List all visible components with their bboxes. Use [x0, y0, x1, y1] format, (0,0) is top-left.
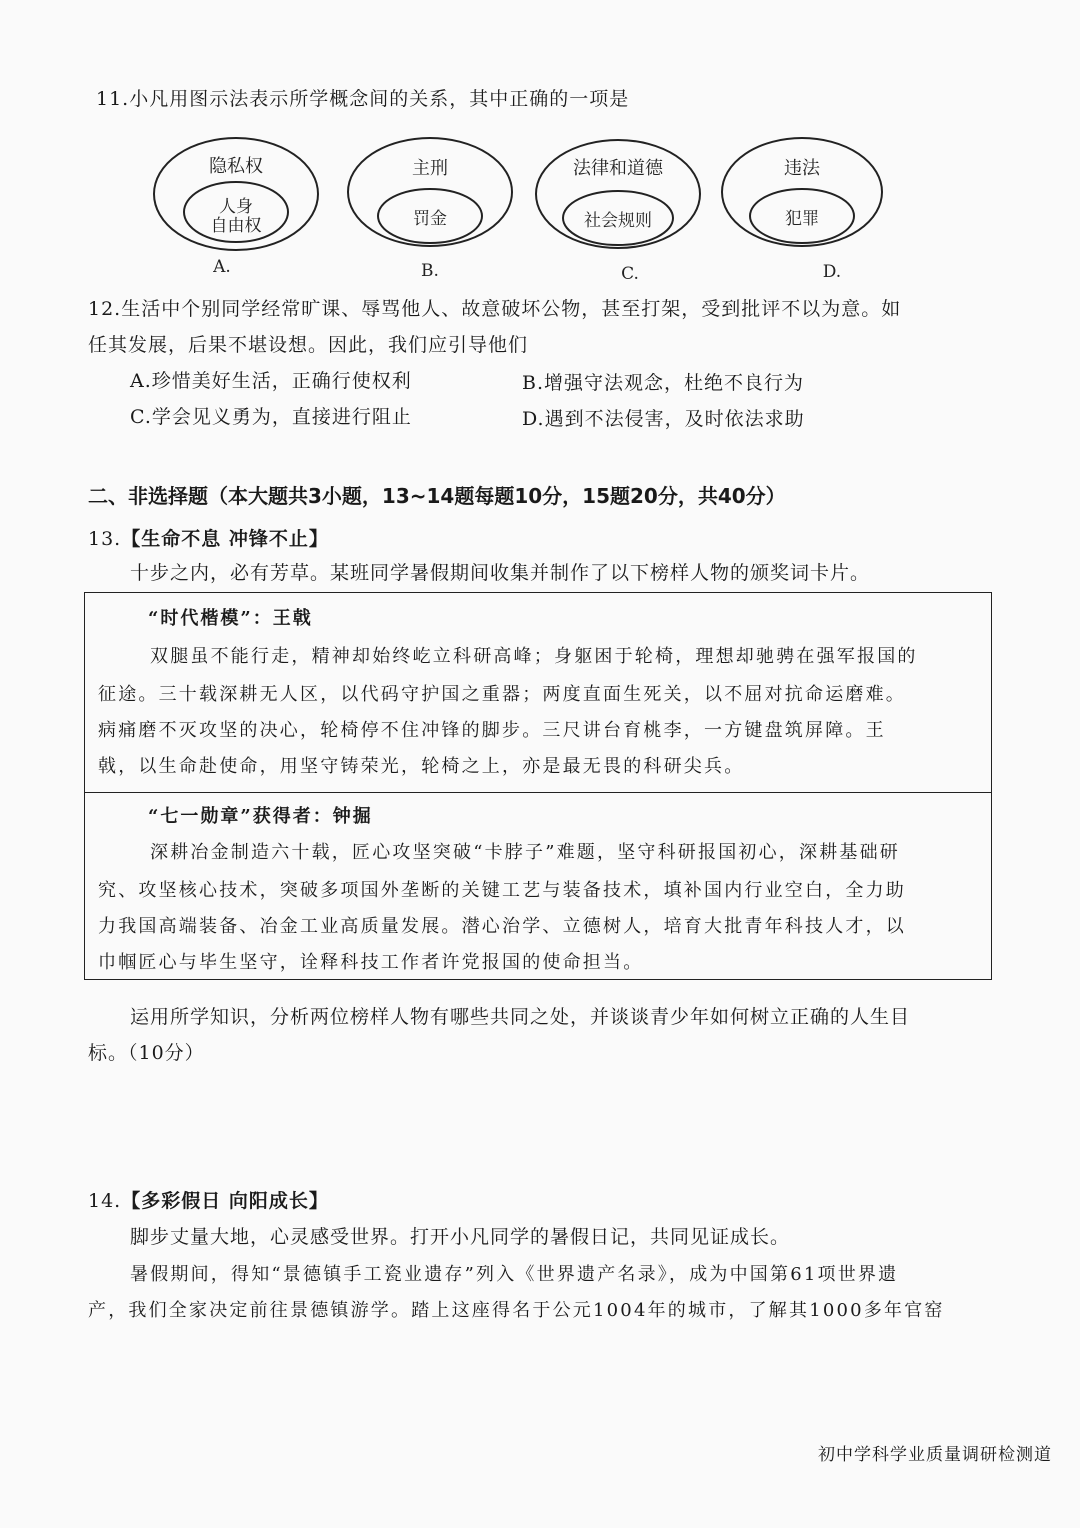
venn-b-inner-label: 罚金 [413, 209, 447, 229]
q14-theme: 【多彩假日 向阳成长】 [121, 1190, 329, 1212]
venn-c-outer-label: 法律和道德 [573, 158, 663, 179]
q13-task-line2: 标。（10分） [88, 1042, 205, 1064]
q12-stem-line1: 12.生活中个别同学经常旷课、辱骂他人、故意破坏公物，甚至打架，受到批评不以为意。如 [88, 298, 902, 320]
q13-card-divider [84, 792, 992, 793]
venn-d-outer-label: 违法 [784, 158, 820, 179]
card1-line4: 戟，以生命赴使命，用坚守铸荣光，轮椅之上，亦是最无畏的科研尖兵。 [98, 756, 745, 777]
card2-line2: 究、攻坚核心技术，突破多项国外垄断的关键工艺与装备技术，填补国内行业空白，全力助 [98, 880, 906, 901]
q12-option-a[interactable]: A.珍惜美好生活，正确行使权利 [130, 370, 412, 392]
venn-c-outer [536, 140, 700, 248]
page-footer: 初中学科学业质量调研检测道 [818, 1445, 1052, 1465]
venn-option-b [348, 138, 512, 281]
q14-number: 14. [88, 1190, 122, 1212]
q11-venn-svg [140, 132, 1000, 292]
card2-line1: 深耕冶金制造六十载，匠心攻坚突破“卡脖子”难题，坚守科研报国初心，深耕基础研 [150, 842, 901, 863]
venn-a-inner-label-1: 人身 [219, 197, 253, 217]
venn-option-d [722, 138, 882, 282]
venn-option-a [154, 138, 318, 277]
card1-line1: 双腿虽不能行走，精神却始终屹立科研高峰；身躯困于轮椅，理想却驰骋在强军报国的 [150, 646, 918, 667]
q13-intro: 十步之内，必有芳草。某班同学暑假期间收集并制作了以下榜样人物的颁奖词卡片。 [130, 562, 871, 584]
venn-d-outer [722, 138, 882, 246]
venn-a-option-label: A. [213, 257, 231, 277]
venn-c-inner-label: 社会规则 [584, 211, 652, 231]
card1-title: “时代楷模”：王戟 [148, 608, 313, 629]
venn-b-outer-label: 主刑 [412, 158, 448, 179]
card2-line4: 巾帼匠心与毕生坚守，诠释科技工作者许党报国的使命担当。 [98, 952, 644, 973]
card1-line3: 病痛磨不灭攻坚的决心，轮椅停不住冲锋的脚步。三尺讲台育桃李，一方键盘筑屏障。王 [98, 720, 886, 741]
venn-b-outer [348, 138, 512, 246]
venn-a-inner-label-2: 自由权 [210, 216, 262, 236]
q12-stem-line2: 任其发展，后果不堪设想。因此，我们应引导他们 [88, 334, 529, 356]
q13-number: 13. [88, 528, 122, 550]
q12-option-d[interactable]: D.遇到不法侵害，及时依法求助 [522, 408, 805, 430]
venn-b-option-label: B. [421, 261, 439, 281]
venn-d-inner-label: 犯罪 [785, 209, 819, 229]
section-2-heading: 二、非选择题（本大题共3小题，13~14题每题10分，15题20分，共40分） [88, 484, 786, 508]
q13-header [88, 524, 329, 551]
venn-c-option-label: C. [621, 264, 639, 284]
venn-d-option-label: D. [822, 262, 842, 282]
q11-stem: 11.小凡用图示法表示所学概念间的关系，其中正确的一项是 [96, 88, 630, 110]
venn-option-c [536, 140, 700, 284]
q14-body-line1: 暑假期间，得知“景德镇手工瓷业遗存”列入《世界遗产名录》，成为中国第61项世界遗 [130, 1264, 899, 1285]
q12-option-b[interactable]: B.增强守法观念，杜绝不良行为 [522, 372, 805, 394]
q14-intro: 脚步丈量大地，心灵感受世界。打开小凡同学的暑假日记，共同见证成长。 [130, 1226, 791, 1248]
q11-venn-diagrams [140, 132, 1000, 292]
q14-header [88, 1186, 329, 1213]
q13-theme: 【生命不息 冲锋不止】 [121, 528, 329, 550]
card1-line2: 征途。三十载深耕无人区，以代码守护国之重器；两度直面生死关，以不屈对抗命运磨难。 [98, 684, 906, 705]
card2-title: “七一勋章”获得者：钟掘 [148, 806, 373, 827]
q12-option-c[interactable]: C.学会见义勇为，直接进行阻止 [130, 406, 412, 428]
q14-body-line2: 产，我们全家决定前往景德镇游学。踏上这座得名于公元1004年的城市，了解其1000多年官窑 [88, 1300, 945, 1321]
card2-line3: 力我国高端装备、冶金工业高质量发展。潜心治学、立德树人，培育大批青年科技人才，以 [98, 916, 906, 937]
venn-a-outer-label: 隐私权 [209, 156, 263, 177]
q13-task-line1: 运用所学知识，分析两位榜样人物有哪些共同之处，并谈谈青少年如何树立正确的人生目 [130, 1006, 911, 1028]
